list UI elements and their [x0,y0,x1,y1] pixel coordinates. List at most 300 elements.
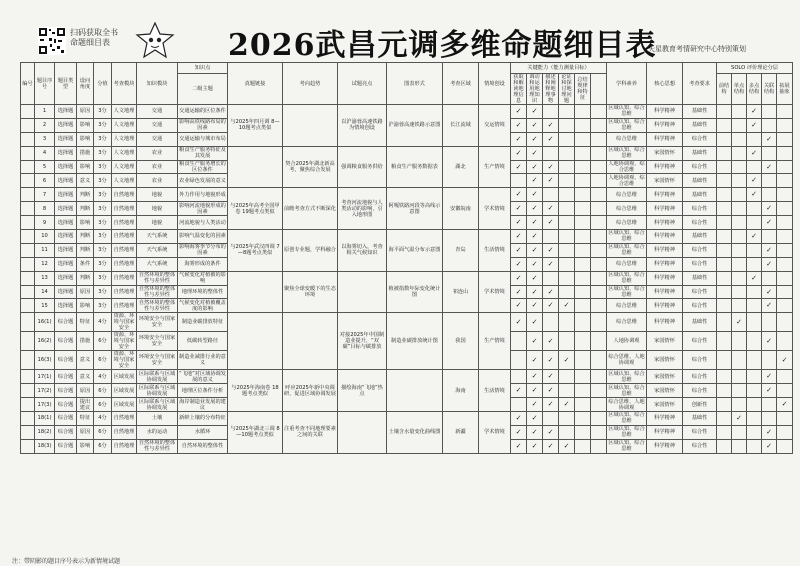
solo-mark-cell [717,425,732,439]
solo-mark-cell [762,105,777,119]
ability-mark-cell: ✓ [527,188,543,202]
verb-cell: 意义 [77,174,94,188]
ability-extra-cell [591,188,607,202]
knowledge-cell: 环境安全与国家安全 [137,332,178,351]
difficulty-cell: 综合性 [683,439,717,453]
difficulty-cell: 创新性 [683,398,717,412]
ctx-cell: 交运情境 [479,105,511,147]
solo-mark-cell: ✓ [747,271,762,285]
module-cell: 人文地理 [112,118,137,132]
module-cell: 自然地理 [112,243,137,257]
solo-mark-cell [717,188,732,202]
ability-mark-cell: ✓ [511,160,527,174]
verb-cell: 影响 [77,216,94,230]
type-cell: 综合题 [55,313,77,332]
trend-cell [283,105,338,147]
core-cell: 综合思维 [607,216,647,230]
ability-mark-cell: ✓ [511,188,527,202]
solo-mark-cell [717,132,732,146]
idea-cell: 科学精神 [647,271,683,285]
ability-mark-cell [575,230,591,244]
row-index-cell [21,285,35,299]
idea-cell: 科学精神 [647,132,683,146]
solo-mark-cell [717,146,732,160]
ability-extra-cell [591,146,607,160]
difficulty-cell: 综合性 [683,351,717,370]
real-cell: 与2025年湖北三调 8—10题考点类似 [228,412,283,454]
ability-mark-cell: ✓ [511,285,527,299]
solo-mark-cell [777,160,793,174]
ability-mark-cell [575,370,591,384]
module-cell: 自然地理 [112,188,137,202]
ability-mark-cell [543,271,559,285]
knowledge-cell: 交通 [137,132,178,146]
ability-mark-cell [575,160,591,174]
region-cell: 安徽皖南 [443,188,479,230]
ability-mark-cell: ✓ [543,370,559,384]
solo-mark-cell: ✓ [762,439,777,453]
ability-mark-cell: ✓ [543,160,559,174]
ability-mark-cell: ✓ [543,425,559,439]
type-cell: 综合题 [55,439,77,453]
idea-cell: 家国情怀 [647,332,683,351]
solo-mark-cell: ✓ [762,216,777,230]
header-type: 题目类型 [55,63,77,105]
real-cell: 与2025年高考全国甲卷 19题考点类似 [228,188,283,230]
type-cell: 选择题 [55,160,77,174]
type-cell: 综合题 [55,351,77,370]
ability-mark-cell [559,412,575,426]
score-cell: 3分 [94,188,112,202]
ability-extra-cell [591,332,607,351]
core-cell: 综合思维 [607,299,647,313]
header-solo-col: 单点结构 [732,74,747,105]
solo-mark-cell [747,243,762,257]
ability-extra-cell [591,351,607,370]
ability-mark-cell: ✓ [527,299,543,313]
trend-cell: 聚焦全球变暖下的生态环境 [283,271,338,313]
solo-mark-cell [717,285,732,299]
trend-cell: 注重考查不同地理要素之间的关联 [283,412,338,454]
ability-mark-cell [559,425,575,439]
scan-caption [70,28,118,48]
ability-mark-cell: ✓ [527,174,543,188]
solo-mark-cell [747,257,762,271]
score-cell: 3分 [94,160,112,174]
ability-mark-cell [559,160,575,174]
solo-mark-cell [717,384,732,398]
solo-mark-cell [777,412,793,426]
verb-cell: 影响 [77,160,94,174]
ability-mark-cell [559,230,575,244]
solo-mark-cell [777,118,793,132]
ability-mark-cell: ✓ [543,398,559,412]
module-cell: 自然地理 [112,285,137,299]
ability-mark-cell: ✓ [559,439,575,453]
score-cell: 6分 [94,332,112,351]
solo-mark-cell [777,146,793,160]
solo-mark-cell [762,398,777,412]
difficulty-cell: 综合性 [683,202,717,216]
real-cell: 与2025年四月调 8—10题考点类似 [228,105,283,147]
trend-cell: 前瞻考查方式不断深化 [283,188,338,230]
ctx-cell: 学术情境 [479,188,511,230]
point-cell: 地理环境的整体性 [178,285,228,299]
trend-cell [283,313,338,370]
idea-cell: 科学精神 [647,188,683,202]
row-index-cell [21,299,35,313]
knowledge-cell: 天气系统 [137,230,178,244]
ability-mark-cell [575,271,591,285]
ability-mark-cell: ✓ [527,351,543,370]
ability-mark-cell: ✓ [543,384,559,398]
verb-cell: 特征 [77,313,94,332]
header-ability-col [591,74,607,105]
row-index-cell [21,230,35,244]
solo-mark-cell [732,370,747,384]
ability-extra-cell [591,243,607,257]
header-solo-col: 关联结构 [762,74,777,105]
fig-cell [387,370,443,412]
type-cell: 选择题 [55,271,77,285]
verb-cell: 影响 [77,118,94,132]
solo-mark-cell: ✓ [762,132,777,146]
solo-mark-cell [732,243,747,257]
ability-mark-cell [559,188,575,202]
ability-mark-cell: ✓ [543,332,559,351]
point-cell: 制造业减排行业的意义 [178,351,228,370]
idea-cell: 科学精神 [647,105,683,119]
hl-cell: 考查河流地貌与人类活动的影响，引入地形图 [338,188,387,230]
knowledge-cell: 地貌 [137,202,178,216]
knowledge-cell: 农业 [137,174,178,188]
hl-cell: 以海雾切入，考查相关气候知识 [338,230,387,272]
seq-cell: 3 [35,132,55,146]
fig-cell: 土壤含水量变化曲线图 [387,412,443,454]
module-cell: 自然地理 [112,257,137,271]
solo-mark-cell [762,271,777,285]
core-cell: 区域认知、综合思维 [608,426,645,439]
ability-mark-cell: ✓ [511,257,527,271]
difficulty-cell: 基础性 [683,118,717,132]
solo-mark-cell [777,132,793,146]
ability-mark-cell [575,202,591,216]
solo-mark-cell [732,271,747,285]
point-cell: 外力作用与地貌形成 [178,188,228,202]
ability-mark-cell [511,370,527,384]
difficulty-cell: 综合性 [683,243,717,257]
core-cell: 区域认知、综合思维 [608,244,645,257]
module-cell: 人文地理 [112,105,137,119]
difficulty-cell: 综合性 [683,160,717,174]
core-cell: 人地协调观、综合思维 [608,174,645,187]
difficulty-cell: 综合性 [683,299,717,313]
header-core: 学科素养 [607,63,647,105]
idea-cell: 科学精神 [647,243,683,257]
knowledge-cell: 区际联系与区域协调发展 [137,384,178,398]
ability-extra-cell [591,132,607,146]
solo-mark-cell [762,118,777,132]
solo-mark-cell [747,299,762,313]
solo-mark-cell: ✓ [762,332,777,351]
solo-mark-cell [717,174,732,188]
module-cell: 自然地理 [112,412,137,426]
header-ability-col: 总结规律和特征 [575,74,591,105]
ability-mark-cell: ✓ [543,299,559,313]
ability-mark-cell [575,398,591,412]
point-cell: 交通运输与城市布局 [178,132,228,146]
row-index-cell [21,243,35,257]
ability-mark-cell [575,285,591,299]
verb-cell: 提出建议 [77,398,94,412]
ability-mark-cell: ✓ [511,202,527,216]
ability-mark-cell [543,146,559,160]
ability-mark-cell: ✓ [511,118,527,132]
idea-cell: 科学精神 [647,313,683,332]
ability-mark-cell [511,398,527,412]
solo-mark-cell [777,243,793,257]
solo-mark-cell [717,257,732,271]
ability-mark-cell: ✓ [511,105,527,119]
type-cell: 综合题 [55,332,77,351]
core-cell: 区域认知、综合思维 [608,230,645,243]
module-cell: 自然地理 [112,202,137,216]
ability-extra-cell [591,439,607,453]
solo-mark-cell: ✓ [762,202,777,216]
difficulty-cell: 综合性 [683,216,717,230]
score-cell: 3分 [94,257,112,271]
table-row [21,313,793,332]
region-cell: 我国 [443,313,479,370]
ability-mark-cell [559,146,575,160]
ability-mark-cell: ✓ [511,299,527,313]
seq-cell: 16(3) [35,351,55,370]
solo-mark-cell [732,188,747,202]
verb-cell: 判断 [77,243,94,257]
ability-mark-cell: ✓ [527,243,543,257]
ctx-cell: 生产情境 [479,146,511,188]
idea-cell: 家国情怀 [647,384,683,398]
mascot-logo-icon [134,22,176,60]
score-cell: 3分 [94,216,112,230]
ability-mark-cell: ✓ [511,132,527,146]
ability-mark-cell: ✓ [511,439,527,453]
score-cell: 6分 [94,439,112,453]
header-solo-group: SOLO 评价理论分层 [717,63,793,74]
solo-mark-cell: ✓ [747,174,762,188]
core-cell: 区域认知、综合思维 [608,272,645,285]
idea-cell: 科学精神 [647,285,683,299]
knowledge-cell: 自然环境的整体性与差异性 [137,299,178,313]
real-cell: 与2025年海南卷 18题考点类似 [228,370,283,412]
ctx-cell: 生活情境 [479,370,511,412]
header-verb: 设问角度 [77,63,94,105]
solo-mark-cell [762,412,777,426]
ability-mark-cell [575,332,591,351]
point-cell: “飞地”对区域协调发展的意义 [179,370,226,383]
seq-cell: 2 [35,118,55,132]
knowledge-cell: 自然环境的整体性与差异性 [137,439,178,453]
header-diff: 考查要求 [683,63,717,105]
hl-cell: 强调粮食服务供给 [338,146,387,188]
seq-cell: 10 [35,230,55,244]
header-idea: 核心思想 [647,63,683,105]
table-row [21,230,793,244]
ability-mark-cell [543,188,559,202]
hl-cell: 以沪渝蓉高速铁路为情境创设 [338,105,387,147]
knowledge-cell: 农业 [137,160,178,174]
solo-mark-cell [732,202,747,216]
ability-extra-cell [591,384,607,398]
solo-mark-cell: ✓ [777,398,793,412]
ability-mark-cell [575,146,591,160]
table-row [21,188,793,202]
qr-code-icon[interactable] [38,27,66,55]
type-cell: 选择题 [55,132,77,146]
core-cell: 综合思维、人地协调观 [607,351,647,370]
knowledge-cell: 区际联系与区域协调发展 [137,398,178,412]
row-index-cell [21,351,35,370]
solo-mark-cell [732,118,747,132]
module-cell: 人文地理 [112,174,137,188]
ability-mark-cell: ✓ [527,202,543,216]
seq-cell: 8 [35,202,55,216]
verb-cell: 判断 [77,202,94,216]
solo-mark-cell: ✓ [762,299,777,313]
core-cell: 人地协调观、综合思维 [608,161,645,173]
ability-extra-cell [591,160,607,174]
solo-mark-cell [717,160,732,174]
ability-extra-cell [591,202,607,216]
solo-mark-cell: ✓ [762,160,777,174]
solo-mark-cell [732,425,747,439]
solo-mark-cell [717,105,732,119]
score-cell: 3分 [94,271,112,285]
ability-mark-cell [575,243,591,257]
solo-mark-cell [747,202,762,216]
seq-cell: 16(1) [35,313,55,332]
solo-mark-cell [777,271,793,285]
idea-cell: 家国情怀 [647,398,683,412]
solo-mark-cell [732,257,747,271]
score-cell: 3分 [94,132,112,146]
score-cell: 3分 [94,299,112,313]
knowledge-cell: 区际联系与区域协调发展 [137,370,178,384]
score-cell: 3分 [94,174,112,188]
seq-cell: 4 [35,146,55,160]
solo-mark-cell [747,132,762,146]
point-cell: 影响海雾季节分布的因素 [179,244,226,257]
ability-mark-cell [575,105,591,119]
seq-cell: 5 [35,160,55,174]
idea-cell: 科学精神 [647,216,683,230]
solo-mark-cell: ✓ [747,188,762,202]
seq-cell: 18(1) [35,412,55,426]
difficulty-cell: 基础性 [683,230,717,244]
score-cell: 3分 [94,105,112,119]
score-cell: 3分 [94,146,112,160]
ability-mark-cell [575,216,591,230]
ability-mark-cell [575,118,591,132]
header-knowledge: 知识模块 [137,63,178,105]
point-cell: 海雾形成的条件 [178,257,228,271]
type-cell: 选择题 [55,188,77,202]
ability-extra-cell [591,118,607,132]
solo-mark-cell [732,160,747,174]
header-context: 情境创设 [479,63,511,105]
solo-mark-cell [732,351,747,370]
ability-mark-cell [559,132,575,146]
type-cell: 选择题 [55,202,77,216]
row-index-cell [21,384,35,398]
solo-mark-cell [777,370,793,384]
ability-extra-cell [591,271,607,285]
header-real: 真题链接 [228,63,283,105]
verb-cell: 原因 [77,384,94,398]
ability-mark-cell: ✓ [527,118,543,132]
header-ability-col: 论证和探讨地理问题 [559,74,575,105]
ability-extra-cell [591,230,607,244]
solo-mark-cell [747,332,762,351]
seq-cell: 17(2) [35,384,55,398]
knowledge-cell: 地貌 [137,188,178,202]
row-index-cell [21,398,35,412]
solo-mark-cell [717,243,732,257]
idea-cell: 科学精神 [647,412,683,426]
solo-mark-cell [717,230,732,244]
core-cell: 区域认知、综合思维 [608,286,645,299]
region-cell: 青岛 [443,230,479,272]
point-cell: 粮食生产服务增长的区位条件 [179,161,226,173]
trend-cell: 契合2025年湖北新高考，聚焦综合发展 [283,146,338,188]
core-cell: 综合思维 [607,257,647,271]
ability-mark-cell [575,299,591,313]
solo-mark-cell [747,412,762,426]
score-cell: 3分 [94,285,112,299]
knowledge-cell: 农业 [137,146,178,160]
region-cell: 长江流域 [443,105,479,147]
verb-cell: 条件 [77,257,94,271]
solo-mark-cell [777,425,793,439]
solo-mark-cell [717,202,732,216]
verb-cell: 措施 [77,146,94,160]
solo-mark-cell [762,174,777,188]
ability-mark-cell: ✓ [527,230,543,244]
module-cell: 区域发展 [112,398,137,412]
ability-mark-cell: ✓ [527,105,543,119]
point-cell: 海岸制造业发展的建议 [179,398,226,411]
score-cell: 4分 [94,370,112,384]
ability-extra-cell [591,216,607,230]
difficulty-cell: 综合性 [683,132,717,146]
ability-mark-cell [559,216,575,230]
knowledge-cell: 交通 [137,118,178,132]
solo-mark-cell [777,332,793,351]
ability-mark-cell: ✓ [511,384,527,398]
type-cell: 选择题 [55,257,77,271]
point-cell: 影响高铁线路布局的因素 [179,119,226,132]
type-cell: 综合题 [55,425,77,439]
header-ability-col: 描述和阐释地理事物 [543,74,559,105]
ability-mark-cell [559,384,575,398]
type-cell: 选择题 [55,299,77,313]
solo-mark-cell [762,188,777,202]
difficulty-cell: 基础性 [683,105,717,119]
verb-cell: 原因 [77,105,94,119]
solo-mark-cell [777,188,793,202]
ability-mark-cell [575,188,591,202]
knowledge-cell: 环境安全与国家安全 [137,351,178,370]
